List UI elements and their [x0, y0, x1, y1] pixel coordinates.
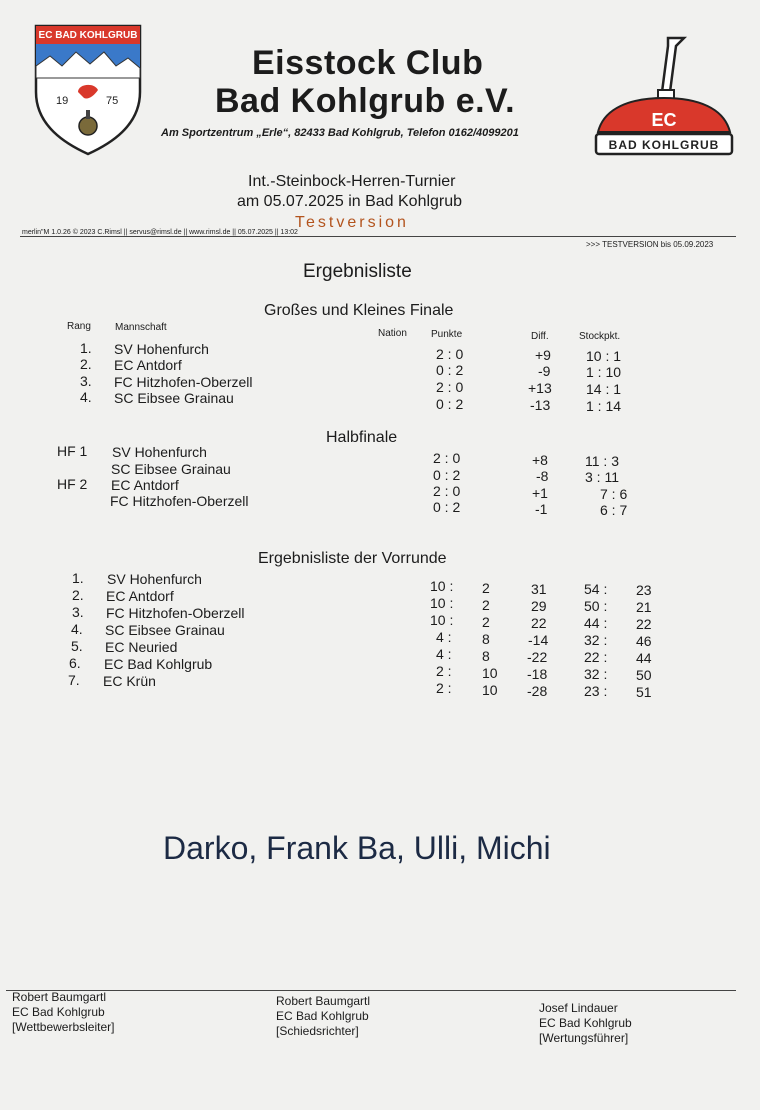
prelim-points-for: 10 : — [430, 578, 454, 594]
signature-name: Robert Baumgartl — [12, 990, 107, 1004]
finals-team: SV Hohenfurch — [114, 341, 209, 357]
logo-ec-text: EC — [651, 110, 677, 130]
prelim-stock-for: 44 : — [584, 615, 608, 631]
prelim-points-against: 8 — [482, 648, 490, 664]
results-title: Ergebnisliste — [303, 261, 412, 282]
finals-points: 0 : 2 — [436, 362, 464, 378]
prelim-rank: 1. — [72, 570, 84, 586]
finals-stock: 14 : 1 — [586, 381, 622, 397]
finals-diff: +13 — [528, 380, 552, 396]
finals-rank: 4. — [80, 389, 92, 405]
crest-banner: EC BAD KOHLGRUB — [38, 30, 138, 41]
finals-diff: -13 — [530, 397, 551, 413]
prelim-team: EC Krün — [103, 673, 156, 689]
prelim-diff: 31 — [531, 581, 547, 597]
semis-points: 2 : 0 — [433, 450, 461, 466]
finals-team: FC Hitzhofen-Oberzell — [114, 374, 253, 390]
prelim-stock-against: 21 — [636, 599, 652, 615]
semis-label: HF 2 — [57, 476, 88, 492]
signature-role: [Wettbewerbsleiter] — [12, 1020, 115, 1034]
semis-team: SC Eibsee Grainau — [111, 461, 231, 477]
prelim-points-for: 4 : — [436, 629, 452, 645]
finals-stock: 10 : 1 — [586, 348, 622, 364]
testversion-note: >>> TESTVERSION bis 05.09.2023 — [586, 240, 714, 249]
semis-points: 0 : 2 — [433, 467, 461, 483]
prelim-points-against: 2 — [482, 614, 490, 630]
signature-club: EC Bad Kohlgrub — [276, 1009, 369, 1023]
prelim-rank: 5. — [71, 638, 83, 654]
prelim-stock-against: 50 — [636, 667, 652, 683]
semis-team: SV Hohenfurch — [112, 444, 207, 460]
semis-title: Halbfinale — [326, 429, 398, 446]
prelim-team: EC Bad Kohlgrub — [104, 656, 213, 672]
crest-year-left: 19 — [56, 95, 69, 107]
prelim-stock-for: 50 : — [584, 598, 608, 614]
finals-points: 2 : 0 — [436, 346, 464, 362]
prelim-diff: -28 — [527, 683, 548, 699]
prelim-team: SV Hohenfurch — [107, 571, 202, 587]
signature-scorekeeper — [539, 1001, 632, 1046]
prelim-rank: 7. — [68, 672, 80, 688]
finals-points: 2 : 0 — [436, 379, 464, 395]
prelim-stock-for: 23 : — [584, 683, 608, 699]
prelim-rank: 3. — [72, 604, 84, 620]
prelim-points-for: 2 : — [436, 663, 452, 679]
prelim-rank: 2. — [72, 587, 84, 603]
semis-diff: +8 — [532, 452, 548, 468]
finals-stock: 1 : 10 — [586, 364, 622, 380]
prelim-diff: -22 — [527, 649, 548, 665]
prelim-stock-against: 23 — [636, 582, 652, 598]
prelim-team: SC Eibsee Grainau — [105, 622, 225, 638]
semis-stock: 6 : 7 — [600, 502, 628, 518]
finals-rank: 2. — [80, 356, 92, 372]
finals-stock: 1 : 14 — [586, 398, 622, 414]
prelim-team: FC Hitzhofen-Oberzell — [106, 605, 245, 621]
semis-team: EC Antdorf — [111, 477, 179, 493]
signature-club: EC Bad Kohlgrub — [539, 1016, 632, 1030]
prelim-stock-for: 54 : — [584, 581, 608, 597]
club-address: Am Sportzentrum „Erle“, 82433 Bad Kohlgrub, Telefon 0162/4099201 — [161, 127, 519, 139]
prelim-stock-against: 44 — [636, 650, 652, 666]
prelim-diff: 29 — [531, 598, 547, 614]
signature-competition-leader — [12, 990, 115, 1035]
finals-points: 0 : 2 — [436, 396, 464, 412]
crest-year-right: 75 — [106, 95, 119, 107]
semis-stock: 11 : 3 — [585, 453, 619, 469]
finals-diff: -9 — [538, 363, 551, 379]
prelim-points-against: 10 — [482, 682, 498, 698]
prelim-team: EC Neuried — [105, 639, 178, 655]
testversion-label: Testversion — [295, 214, 409, 231]
event-title: Int.-Steinbock-Herren-Turnier — [248, 173, 456, 190]
finals-rank: 3. — [80, 373, 92, 389]
prelim-points-against: 8 — [482, 631, 490, 647]
prelim-rank: 6. — [69, 655, 81, 671]
col-diff: Diff. — [531, 331, 549, 342]
prelim-points-against: 2 — [482, 597, 490, 613]
prelim-stock-against: 51 — [636, 684, 652, 700]
signature-name: Robert Baumgartl — [276, 994, 371, 1008]
signature-divider — [6, 990, 736, 991]
col-rang: Rang — [67, 321, 91, 332]
signature-club: EC Bad Kohlgrub — [12, 1005, 105, 1019]
prelim-stock-against: 22 — [636, 616, 652, 632]
prelim-stock-for: 32 : — [584, 666, 608, 682]
finals-team: SC Eibsee Grainau — [114, 390, 234, 406]
prelim-stock-for: 32 : — [584, 632, 608, 648]
prelim-points-for: 4 : — [436, 646, 452, 662]
prelim-diff: -14 — [528, 632, 549, 648]
prelim-points-for: 2 : — [436, 680, 452, 696]
semis-diff: -8 — [536, 468, 549, 484]
prelim-title: Ergebnisliste der Vorrunde — [258, 550, 447, 567]
club-crest-logo — [32, 22, 144, 156]
prelim-points-for: 10 : — [430, 612, 454, 628]
finals-diff: +9 — [535, 347, 551, 363]
col-team: Mannschaft — [115, 322, 167, 333]
semis-team: FC Hitzhofen-Oberzell — [110, 493, 249, 509]
prelim-points-for: 10 : — [430, 595, 454, 611]
event-date: am 05.07.2025 in Bad Kohlgrub — [237, 193, 463, 210]
finals-team: EC Antdorf — [114, 357, 182, 373]
prelim-stock-against: 46 — [636, 633, 652, 649]
finals-rank: 1. — [80, 340, 92, 356]
semis-points: 0 : 2 — [433, 499, 461, 515]
logo-banner-text: BAD KOHLGRUB — [608, 138, 720, 152]
semis-diff: +1 — [532, 485, 548, 501]
eisstock-logo — [590, 36, 738, 160]
header-divider — [20, 236, 736, 237]
prelim-points-against: 10 — [482, 665, 498, 681]
software-info: merlin"M 1.0.26 © 2023 C.Rimsl || servus@rimsl.de || www.rimsl.de || 05.07.2025 || 13:02 — [22, 229, 298, 236]
club-title-line1: Eisstock Club — [252, 44, 484, 82]
signature-role: [Wertungsführer] — [539, 1031, 629, 1045]
finals-title: Großes und Kleines Finale — [264, 302, 454, 319]
col-stock: Stockpkt. — [579, 331, 621, 342]
player-names-note: Darko, Frank Ba, Ulli, Michi — [163, 830, 551, 866]
prelim-rank: 4. — [71, 621, 83, 637]
signature-role: [Schiedsrichter] — [276, 1024, 359, 1038]
prelim-diff: 22 — [531, 615, 547, 631]
semis-label: HF 1 — [57, 443, 88, 459]
col-points: Punkte — [431, 329, 463, 340]
signature-name: Josef Lindauer — [539, 1001, 618, 1015]
prelim-points-against: 2 — [482, 580, 490, 596]
prelim-team: EC Antdorf — [106, 588, 174, 604]
semis-stock: 7 : 6 — [600, 486, 628, 502]
semis-points: 2 : 0 — [433, 483, 461, 499]
prelim-diff: -18 — [527, 666, 548, 682]
prelim-stock-for: 22 : — [584, 649, 608, 665]
club-title-line2: Bad Kohlgrub e.V. — [215, 82, 516, 120]
semis-stock: 3 : 11 — [585, 469, 619, 485]
semis-diff: -1 — [535, 501, 548, 517]
col-nation: Nation — [378, 328, 407, 339]
signature-referee — [276, 994, 370, 1039]
